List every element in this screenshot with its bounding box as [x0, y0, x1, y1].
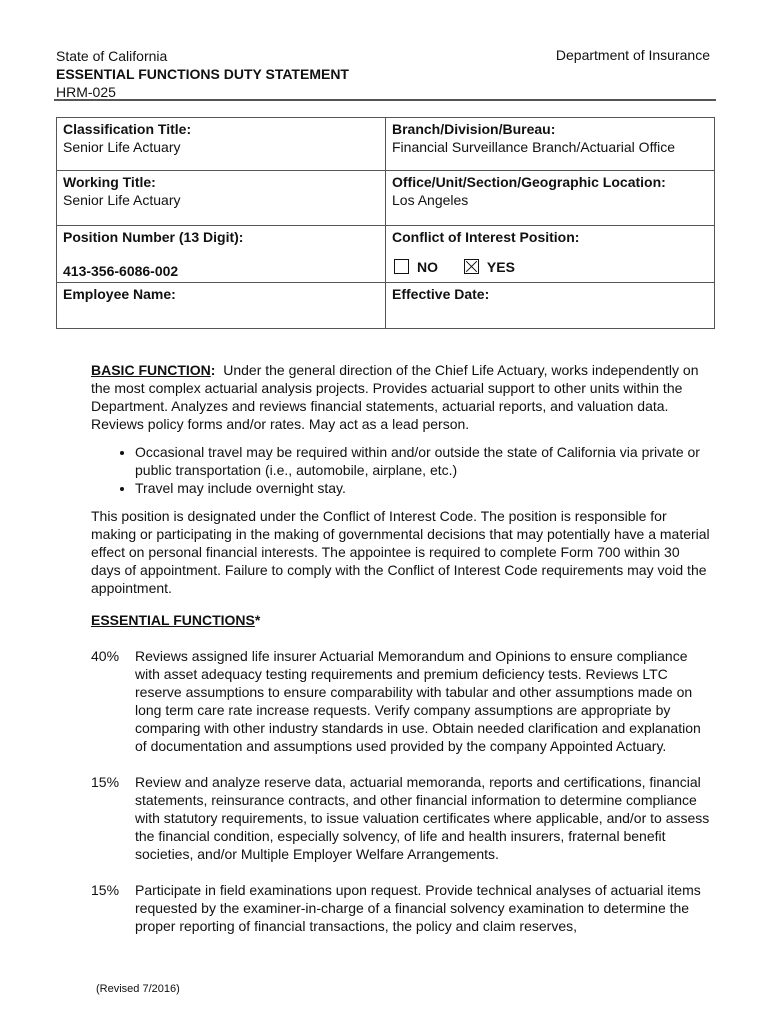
- conflict-no-checkbox[interactable]: [394, 259, 409, 274]
- department-name: Department of Insurance: [555, 47, 710, 63]
- header-divider: [54, 99, 716, 101]
- basic-function-text: Under the general direction of the Chief Life Actuary, works independently on the most complex actuarial analysis projects. Provides actuarial support to other units within the Department. Analyzes and reviews financial statements, actuarial reports, and valuation data. Reviews policy forms and/or rates. May act as a lead person.: [91, 362, 699, 432]
- function-percent: 15%: [91, 882, 120, 898]
- conflict-cell: [386, 226, 715, 283]
- employee-name-label: Employee Name:: [63, 286, 176, 302]
- conflict-options: [394, 258, 708, 276]
- branch-cell: [386, 118, 715, 171]
- bullet-item: • Travel may include overnight stay.: [135, 479, 711, 497]
- function-text: Reviews assigned life insurer Actuarial Memorandum and Opinions to ensure compliance with asset adequacy testing requirements and premium deficiency tests. Reviews LTC reserve assumptions to ensure comparability with tabular and other assumptions made on long term care rate increase requests. Verify company assumptions are appropriate by comparing with other industry standards in use. Obtain needed clarification and explanation of documentation and assumptions used provided by the company Appointed Actuary.: [135, 648, 701, 754]
- position-number-value: 413-356-6086-002: [63, 263, 179, 279]
- branch-label: Branch/Division/Bureau:: [392, 121, 556, 137]
- function-text: Review and analyze reserve data, actuarial memoranda, reports and certifications, financial statements, reinsurance contracts, and other financial information to determine compliance with statutory requirements, to issue valuation certificates where applicable, and/or to assess the financial condition, especially solvency, of life and health insurers, fraternal benefit societies, and/or Multiple Employer Welfare Arrangements.: [135, 774, 710, 862]
- position-number-cell: [57, 226, 386, 283]
- basic-function-paragraph: [91, 361, 711, 433]
- office-cell: [386, 171, 715, 226]
- conflict-label: Conflict of Interest Position:: [392, 229, 580, 245]
- state-name: State of California: [56, 48, 168, 64]
- function-item: [91, 881, 711, 935]
- classification-value: Senior Life Actuary: [63, 139, 181, 155]
- working-title-cell: [57, 171, 386, 226]
- branch-value: Financial Surveillance Branch/Actuarial Office: [392, 139, 675, 155]
- document-title: ESSENTIAL FUNCTIONS DUTY STATEMENT: [56, 66, 349, 82]
- bullet-item: • Occasional travel may be required within and/or outside the state of California via private or public transportation (i.e., automobile, airplane, etc.): [135, 443, 711, 479]
- function-text: Participate in field examinations upon request. Provide technical analyses of actuarial items requested by the examiner-in-charge of a financial solvency examination to determine the proper reporting of financial transactions, the policy and claim reserves,: [135, 882, 701, 934]
- office-value: Los Angeles: [392, 192, 469, 208]
- basic-function-colon: :: [210, 362, 216, 378]
- working-title-value: Senior Life Actuary: [63, 192, 181, 208]
- function-item: [91, 647, 711, 755]
- effective-date-label: Effective Date:: [392, 286, 490, 302]
- essential-functions-heading-line: [91, 611, 711, 629]
- document-body: [91, 361, 711, 949]
- function-item: [91, 773, 711, 863]
- conflict-yes-checkbox[interactable]: [464, 259, 479, 274]
- classification-cell: [57, 118, 386, 171]
- essential-functions-heading: ESSENTIAL FUNCTIONS: [91, 612, 255, 628]
- form-number: HRM-025: [56, 84, 116, 100]
- function-percent: 40%: [91, 648, 120, 664]
- conflict-of-interest-paragraph: This position is designated under the Conflict of Interest Code. The position is responsible for making or participating in the making of governmental decisions that may potentially have a material effect on personal financial interests. The appointee is required to complete Form 700 within 30 days of appointment. Failure to comply with the Conflict of Interest Code requirements may void the appointment.: [91, 508, 710, 596]
- function-percent: 15%: [91, 774, 120, 790]
- working-title-label: Working Title:: [63, 174, 156, 190]
- conflict-yes-label: YES: [486, 259, 515, 275]
- document-header: [56, 47, 349, 101]
- effective-date-cell: [386, 283, 715, 329]
- office-label: Office/Unit/Section/Geographic Location:: [392, 174, 666, 190]
- conflict-no-label: NO: [417, 259, 438, 275]
- essential-functions-asterisk: *: [254, 612, 261, 628]
- revision-footer: (Revised 7/2016): [96, 983, 180, 995]
- position-number-label: Position Number (13 Digit):: [63, 229, 244, 245]
- basic-function-heading: BASIC FUNCTION: [91, 362, 211, 378]
- employee-name-cell: [57, 283, 386, 329]
- classification-label: Classification Title:: [63, 121, 192, 137]
- travel-bullet-list: [91, 443, 711, 497]
- position-info-table: [56, 117, 715, 329]
